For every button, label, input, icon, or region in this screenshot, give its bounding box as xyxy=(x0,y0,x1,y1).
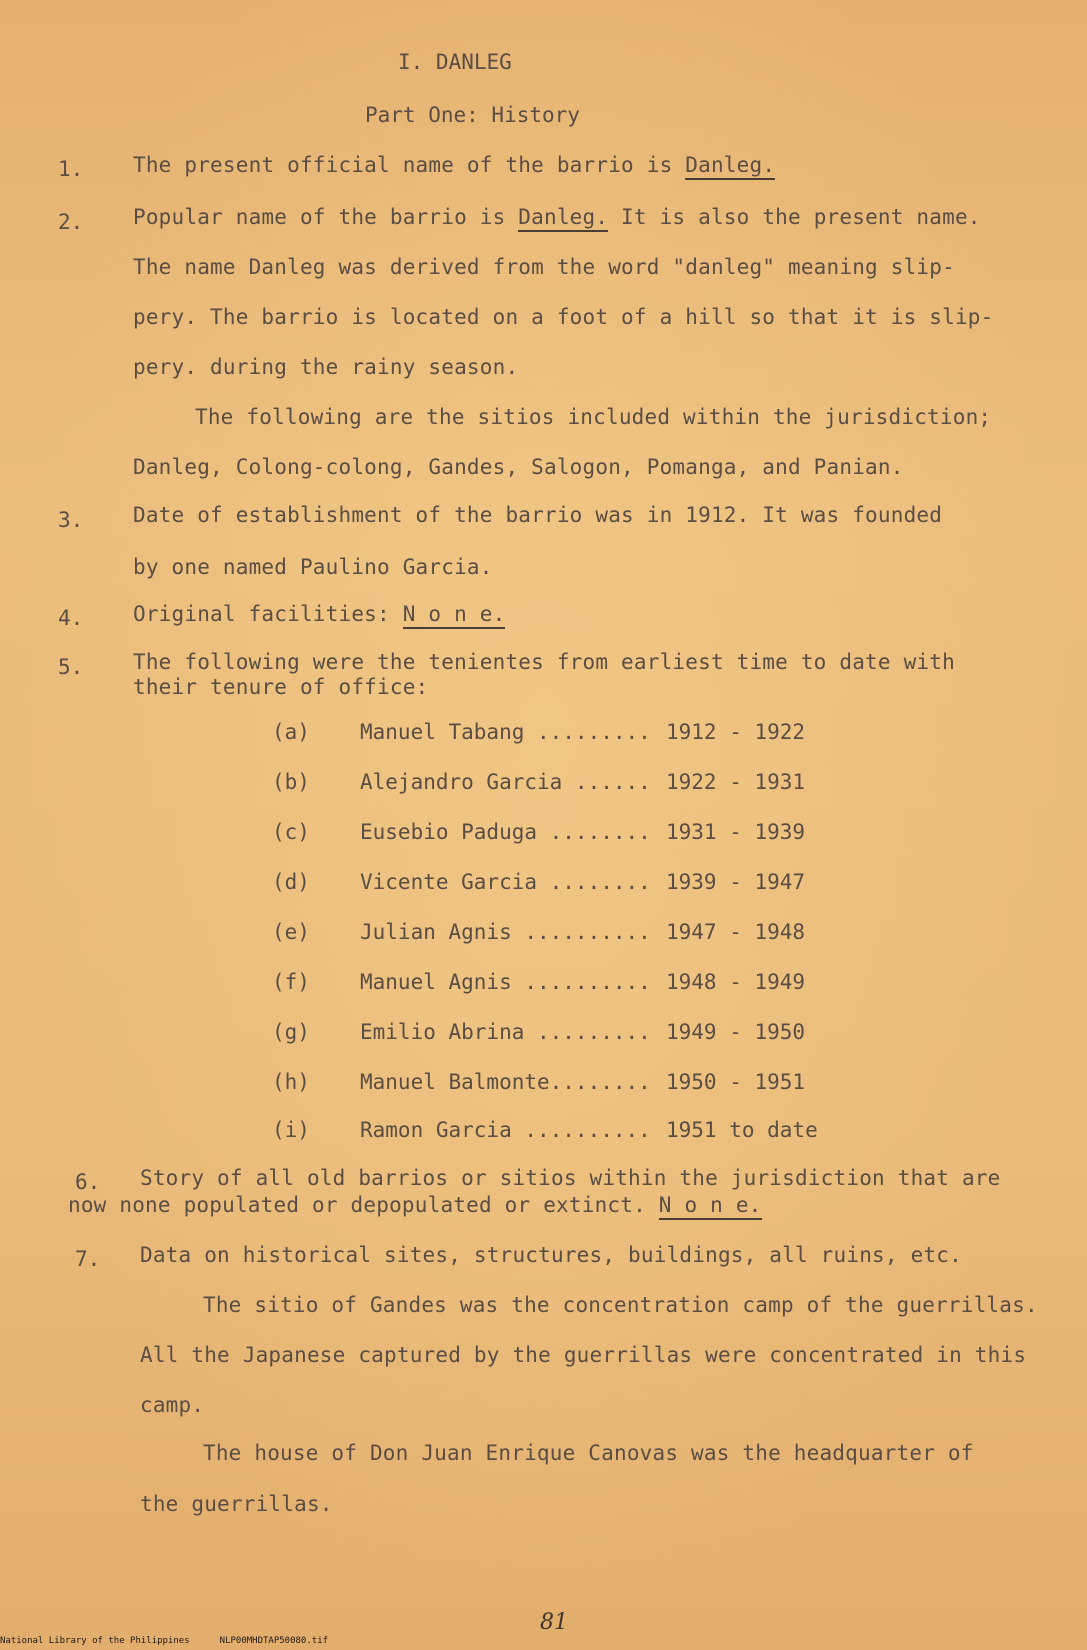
item-7-line: All the Japanese captured by the guerrillas were concentrated in this xyxy=(140,1343,1027,1367)
item-7-line: the guerrillas. xyxy=(140,1492,333,1516)
item-3-line: by one named Paulino Garcia. xyxy=(133,555,493,579)
tenure-years: 1947 - 1948 xyxy=(666,920,806,944)
tenure-years: 1949 - 1950 xyxy=(666,1020,806,1044)
tenure-years: 1922 - 1931 xyxy=(666,770,806,794)
item-2-line: pery. during the rainy season. xyxy=(133,355,519,379)
item-text: Popular name of the barrio is xyxy=(133,205,519,229)
item-2-line: pery. The barrio is located on a foot of a hill so that it is slip- xyxy=(133,305,994,329)
teniente-name: Emilio Abrina ......... xyxy=(360,1020,651,1044)
tenure-years: 1951 to date xyxy=(666,1118,818,1142)
teniente-name: Manuel Agnis .......... xyxy=(360,970,651,994)
tenure-years: 1939 - 1947 xyxy=(666,870,806,894)
row-letter: (d) xyxy=(272,870,310,894)
item-7-line: Data on historical sites, structures, buildings, all ruins, etc. xyxy=(140,1243,962,1267)
document-title: I. DANLEG xyxy=(398,50,512,74)
item-5-line: their tenure of office: xyxy=(133,675,429,699)
item-number: 4. xyxy=(58,606,84,630)
document-subtitle: Part One: History xyxy=(365,103,580,127)
tenure-years: 1948 - 1949 xyxy=(666,970,806,994)
tenure-years: 1912 - 1922 xyxy=(666,720,806,744)
item-number: 3. xyxy=(58,508,84,532)
tenure-years: 1950 - 1951 xyxy=(666,1070,806,1094)
row-letter: (h) xyxy=(272,1070,310,1094)
item-text: Original facilities: xyxy=(133,602,403,626)
teniente-name: Eusebio Paduga ........ xyxy=(360,820,651,844)
barrio-name: Danleg. xyxy=(685,153,775,180)
teniente-name: Manuel Balmonte........ xyxy=(360,1070,651,1094)
row-letter: (i) xyxy=(272,1118,310,1142)
none-value: N o n e. xyxy=(403,602,506,629)
row-letter: (f) xyxy=(272,970,310,994)
item-7-line: camp. xyxy=(140,1393,205,1417)
tenure-years: 1931 - 1939 xyxy=(666,820,806,844)
row-letter: (c) xyxy=(272,820,310,844)
item-2-line xyxy=(133,205,981,229)
item-number: 1. xyxy=(58,157,84,181)
item-3-line: Date of establishment of the barrio was in 1912. It was founded xyxy=(133,503,943,527)
teniente-name: Julian Agnis .......... xyxy=(360,920,651,944)
item-number: 6. xyxy=(75,1170,101,1194)
page-number: 81 xyxy=(540,1610,568,1635)
item-5-line: The following were the tenientes from earliest time to date with xyxy=(133,650,955,674)
item-6-line: Story of all old barrios or sitios within the jurisdiction that are xyxy=(140,1166,1001,1190)
item-2-line: The following are the sitios included within the jurisdiction; xyxy=(195,405,992,429)
item-number: 7. xyxy=(75,1247,101,1271)
item-1-text xyxy=(133,153,775,177)
none-value: N o n e. xyxy=(659,1193,762,1220)
item-number: 2. xyxy=(58,210,84,234)
scan-footer xyxy=(0,1636,358,1646)
library-name: National Library of the Philippines xyxy=(0,1636,190,1646)
barrio-name: Danleg. xyxy=(518,205,608,232)
item-text: now none populated or depopulated or extinct. xyxy=(68,1193,659,1217)
item-2-line: The name Danleg was derived from the word "danleg" meaning slip- xyxy=(133,255,955,279)
item-2-line: Danleg, Colong-colong, Gandes, Salogon, Pomanga, and Panian. xyxy=(133,455,904,479)
teniente-name: Vicente Garcia ........ xyxy=(360,870,651,894)
item-6-line xyxy=(68,1193,762,1217)
teniente-name: Ramon Garcia .......... xyxy=(360,1118,651,1142)
file-name: NLP00MHDTAP50080.tif xyxy=(219,1636,329,1646)
teniente-name: Alejandro Garcia ...... xyxy=(360,770,651,794)
row-letter: (a) xyxy=(272,720,310,744)
item-number: 5. xyxy=(58,655,84,679)
row-letter: (g) xyxy=(272,1020,310,1044)
item-4-text xyxy=(133,602,505,626)
row-letter: (b) xyxy=(272,770,310,794)
item-text: It is also the present name. xyxy=(608,205,981,229)
item-text: The present official name of the barrio is xyxy=(133,153,686,177)
item-7-line: The house of Don Juan Enrique Canovas was the headquarter of xyxy=(203,1441,974,1465)
item-7-line: The sitio of Gandes was the concentration camp of the guerrillas. xyxy=(203,1293,1038,1317)
teniente-name: Manuel Tabang ......... xyxy=(360,720,651,744)
row-letter: (e) xyxy=(272,920,310,944)
